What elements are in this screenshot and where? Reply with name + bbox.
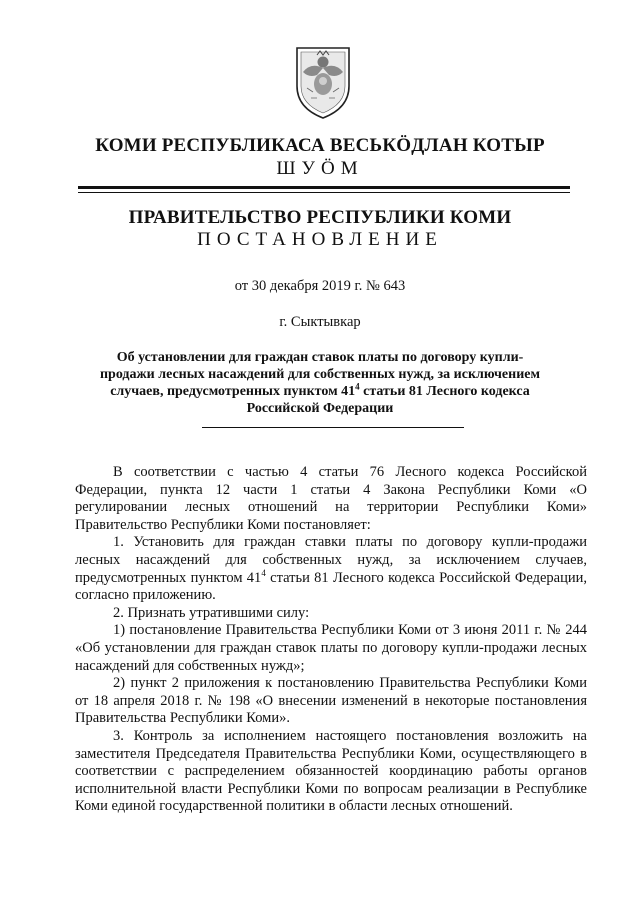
government-title: ПРАВИТЕЛЬСТВО РЕСПУБЛИКИ КОМИ <box>128 207 512 228</box>
heading-superscript: 4 <box>355 381 360 392</box>
p1-text-part2: статьи 81 Лесного кодекса Российской Федерации, согласно приложению. <box>75 569 587 604</box>
komi-decree-subtitle: ШУӦМ <box>276 158 364 179</box>
body-paragraph-3: 3. Контроль за исполнением настоящего постановления возложить на заместителя Председателя Правительства Республики Коми, осуществляющего в соответствии с распределением обязанностей координацию работы органов исполнительной власти Республики Коми по вопросам реализации в Республике Коми единой государственной политики в области лесных отношений. <box>75 727 587 815</box>
decree-body <box>75 464 587 816</box>
decree-city: г. Сыктывкар <box>279 314 361 330</box>
p1-superscript: 4 <box>261 567 266 578</box>
decree-heading <box>90 349 550 417</box>
heading-underline <box>202 427 464 428</box>
heading-text-part1: Об установлении для граждан ставок платы по договору купли-продажи лесных насаждений для собственных нужд, за исключением случаев, предусмотренных пунктом 41 <box>99 350 541 399</box>
body-intro-paragraph: В соответствии с частью 4 статьи 76 Лесного кодекса Российской Федерации, пункта 12 части 1 статьи 4 Закона Республики Коми «О регулировании лесных отношений на территории Республики Коми» Правительство Республики Коми постановляет: <box>75 464 587 533</box>
header-rule-thin <box>78 192 570 193</box>
p1-text-part1: 1. Установить для граждан ставки платы по договору купли-продажи лесных насаждений для собственных нужд, за исключением случаев, предусмотренных пунктом 41 <box>75 534 587 586</box>
heading-text-part2: статьи 81 Лесного кодекса Российской Федерации <box>246 384 530 416</box>
body-paragraph-2-item-2: 2) пункт 2 приложения к постановлению Правительства Республики Коми от 18 апреля 2018 г. № 198 «О внесении изменений в некоторые постановления Правительства Республики Коми». <box>75 675 587 727</box>
header-rule-thick <box>78 186 570 189</box>
body-paragraph-1 <box>75 534 587 604</box>
body-paragraph-2-item-1: 1) постановление Правительства Республики Коми от 3 июня 2011 г. № 244 «Об установлении для граждан ставок платы по договору купли-продажи лесных насаждений для собственных нужд»; <box>75 622 587 674</box>
komi-coat-of-arms-icon <box>293 42 353 120</box>
decree-date-number: от 30 декабря 2019 г. № 643 <box>234 278 406 294</box>
decree-subtitle: ПОСТАНОВЛЕНИЕ <box>197 229 443 250</box>
komi-government-title: КОМИ РЕСПУБЛИКАСА ВЕСЬКӦДЛАН КОТЫР <box>95 135 545 156</box>
body-paragraph-2: 2. Признать утратившими силу: <box>113 604 310 621</box>
